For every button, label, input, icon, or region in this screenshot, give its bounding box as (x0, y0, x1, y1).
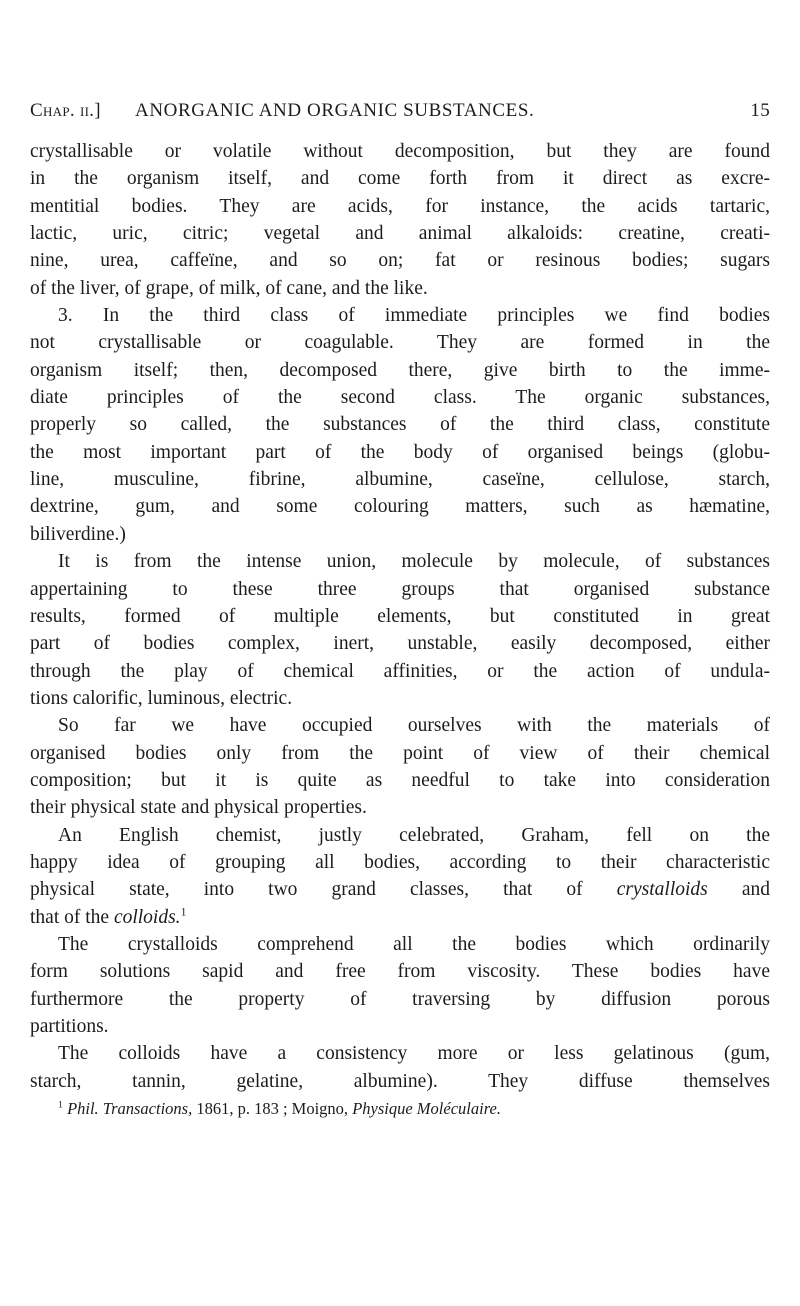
running-header (30, 100, 770, 130)
text-segment: that of the (30, 906, 110, 928)
paragraph-start: An English chemist, justly celebrated, Graham, fell on the (58, 824, 770, 846)
text-line: happy idea of grouping all bodies, according to their characteristic (30, 851, 770, 873)
text-line: appertaining to these three groups that organised substance (30, 578, 770, 600)
text-line: their physical state and physical properties. (30, 797, 367, 819)
page-number: 15 (750, 100, 770, 121)
text-line: organism itself; then, decomposed there, give birth to the imme- (30, 359, 770, 381)
text-line: through the play of chemical affinities, or the action of undula- (30, 660, 770, 682)
text-line: biliverdine.) (30, 523, 126, 545)
term-crystalloids: crystalloids (616, 879, 708, 901)
text-line: tions calorific, luminous, electric. (30, 687, 293, 709)
text-segment: and (741, 879, 770, 901)
text-line: part of bodies complex, inert, unstable, easily decomposed, either (30, 633, 770, 655)
paragraph-start: So far we have occupied ourselves with the materials of (58, 715, 770, 737)
text-line: not crystallisable or coagulable. They are formed in the (30, 332, 770, 354)
footnote-marker: 1 (58, 1099, 63, 1111)
text-line: furthermore the property of traversing by diffusion porous (30, 988, 770, 1010)
text-line: organised bodies only from the point of view of their chemical (30, 742, 770, 764)
text-line: in the organism itself, and come forth from it direct as excre- (30, 168, 770, 190)
text-segment: physical state, into two grand classes, that of (30, 879, 583, 901)
term-colloids: colloids. (113, 906, 181, 928)
text-line: starch, tannin, gelatine, albumine). They diffuse themselves (30, 1070, 770, 1092)
paragraph-start: It is from the intense union, molecule by molecule, of substances (58, 551, 770, 573)
text-line: line, musculine, fibrine, albumine, caseïne, cellulose, starch, (30, 469, 770, 491)
footnote-ref[interactable]: 1 (180, 905, 187, 919)
text-line: results, formed of multiple elements, but constituted in great (30, 605, 770, 627)
footnote-journal: Phil. Transactions, (67, 1099, 193, 1119)
paragraph-start: 3. In the third class of immediate principles we find bodies (58, 305, 770, 327)
text-line: form solutions sapid and free from viscosity. These bodies have (30, 961, 770, 983)
text-line (30, 904, 770, 931)
text-line: diate principles of the second class. The organic substances, (30, 387, 770, 409)
footnote-citation: 1861, p. 183 ; Moigno, (196, 1099, 349, 1119)
text-line: of the liver, of grape, of milk, of cane, and the like. (30, 277, 428, 299)
text-line: dextrine, gum, and some colouring matters, such as hæmatine, (30, 496, 770, 518)
text-line: properly so called, the substances of the third class, constitute (30, 414, 770, 436)
paragraph-start: The colloids have a consistency more or less gelatinous (gum, (58, 1043, 770, 1065)
chapter-label: Chap. ii.] (30, 100, 101, 121)
text-line: nine, urea, caffeïne, and so on; fat or resinous bodies; sugars (30, 250, 770, 272)
text-line: lactic, uric, citric; vegetal and animal alkaloids: creatine, creati- (30, 223, 770, 245)
paragraph-start: The crystalloids comprehend all the bodies which ordinarily (58, 933, 770, 955)
text-line: mentitial bodies. They are acids, for instance, the acids tartaric, (30, 195, 770, 217)
footnote-book: Physique Moléculaire. (352, 1099, 501, 1119)
text-line: partitions. (30, 1016, 109, 1037)
text-line (30, 876, 770, 903)
text-line: composition; but it is quite as needful to take into consideration (30, 769, 770, 791)
text-line: crystallisable or volatile without decomposition, but they are found (30, 141, 770, 162)
body-text (30, 138, 770, 1122)
footnote (30, 1095, 770, 1122)
text-line: the most important part of the body of organised beings (globu- (30, 441, 770, 463)
running-title: ANORGANIC AND ORGANIC SUBSTANCES. (135, 100, 535, 121)
